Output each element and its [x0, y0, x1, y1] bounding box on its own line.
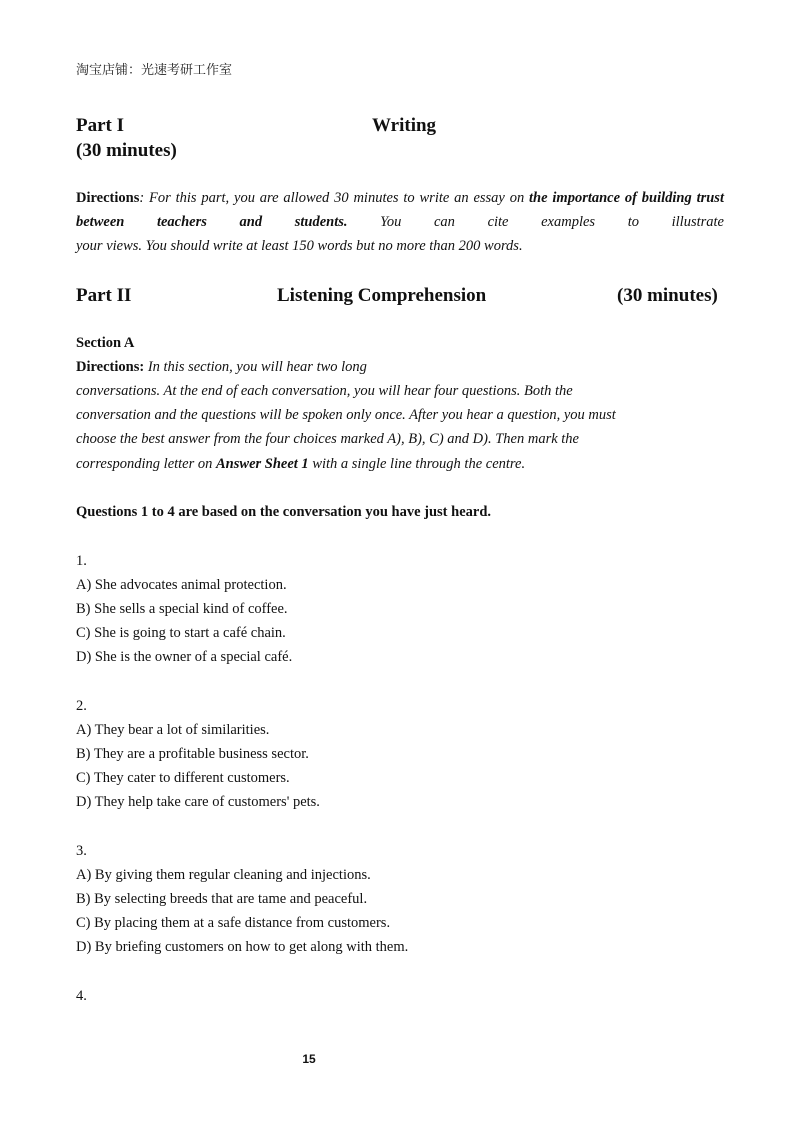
answer-option: B) By selecting breeds that are tame and peaceful.: [76, 891, 368, 907]
answer-option: D) They help take care of customers' pets.: [76, 794, 320, 810]
essay-topic: the importance of building trust: [529, 190, 724, 206]
part1-title: Writing: [372, 115, 437, 136]
questions-heading: Questions 1 to 4 are based on the conversation you have just heard.: [76, 504, 492, 520]
question-number: 1.: [76, 553, 87, 569]
directions-text-3: your views. You should write at least 150 words but no more than 200 words.: [76, 238, 523, 254]
part1-time: (30 minutes): [76, 140, 177, 161]
answer-option: D) She is the owner of a special café.: [76, 649, 293, 665]
question-number: 3.: [76, 843, 87, 859]
essay-topic-cont: between teachers and students.: [76, 214, 348, 230]
answer-option: A) She advocates animal protection.: [76, 577, 287, 593]
question-number: 2.: [76, 698, 87, 714]
section-a-heading: Section A: [76, 335, 135, 351]
directions-text: : For this part, you are allowed 30 minutes to write an essay on: [139, 190, 530, 206]
part1-directions-line3: [76, 238, 523, 255]
answer-option: A) By giving them regular cleaning and injections.: [76, 867, 371, 883]
part2-directions-label: Directions:: [76, 359, 145, 375]
directions-label: Directions: [76, 190, 140, 206]
part2-directions-line5: [76, 456, 525, 473]
part2-directions-line2: conversations. At the end of each conversation, you will hear four questions. Both the: [76, 383, 573, 399]
answer-option: A) They bear a lot of similarities.: [76, 722, 270, 738]
part2-directions-line1: [76, 359, 367, 376]
shop-header: 淘宝店铺：光速考研工作室: [76, 63, 233, 78]
answer-option: C) They cater to different customers.: [76, 770, 290, 786]
part2-time: (30 minutes): [617, 285, 718, 306]
part2-directions-post: with a single line through the centre.: [308, 456, 526, 472]
answer-option: B) They are a profitable business sector.: [76, 746, 309, 762]
directions-text-2: You can cite examples to illustrate: [347, 214, 724, 230]
part2-directions-pre: corresponding letter on: [76, 456, 217, 472]
answer-sheet-ref: Answer Sheet 1: [216, 456, 309, 472]
answer-option: D) By briefing customers on how to get along with them.: [76, 939, 409, 955]
answer-option: C) By placing them at a safe distance from customers.: [76, 915, 391, 931]
part1-directions-line2: [76, 214, 724, 231]
part2-directions-line4: choose the best answer from the four choices marked A), B), C) and D). Then mark the: [76, 431, 579, 447]
page-number: 15: [302, 1052, 316, 1066]
answer-option: C) She is going to start a café chain.: [76, 625, 286, 641]
part1-directions-line1: [76, 190, 724, 207]
part2-directions-text: In this section, you will hear two long: [147, 359, 367, 375]
part2-directions-line3: conversation and the questions will be spoken only once. After you hear a question, you must: [76, 407, 616, 423]
question-number: 4.: [76, 988, 87, 1004]
part2-label: Part II: [76, 285, 132, 306]
part1-label: Part I: [76, 115, 125, 136]
part2-title: Listening Comprehension: [277, 285, 487, 306]
answer-option: B) She sells a special kind of coffee.: [76, 601, 288, 617]
